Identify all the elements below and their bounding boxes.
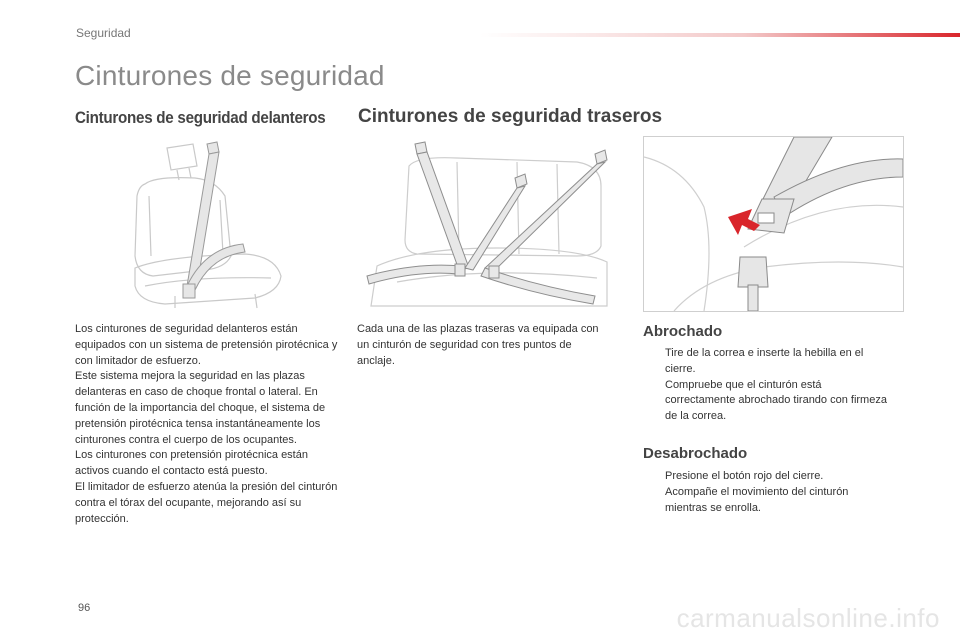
- page-number: 96: [78, 602, 91, 614]
- desabrochado-list: [643, 469, 893, 516]
- desabrochado-heading: Desabrochado: [643, 445, 748, 462]
- front-paragraph-1: Los cinturones de seguridad delanteros están equipados con un sistema de pretensión pirotécnica y con limitador de esfuerzo.: [75, 323, 338, 367]
- front-belts-heading: Cinturones de seguridad delanteros: [75, 109, 326, 127]
- front-paragraph-4: El limitador de esfuerzo atenúa la presión del cinturón contra el tórax del ocupante, mejorando así su protección.: [75, 480, 338, 525]
- rear-belts-text: Cada una de las plazas traseras va equipada con un cinturón de seguridad con tres puntos de anclaje.: [357, 323, 599, 367]
- rear-seat-illustration: [357, 136, 613, 310]
- front-belts-text: [75, 322, 340, 527]
- watermark: carmanualsonline.info: [676, 603, 940, 633]
- rear-seat-drawing: [357, 136, 613, 310]
- list-item: Acompañe el movimiento del cinturón mientras se enrolla.: [665, 485, 849, 514]
- abrochado-list: [643, 346, 893, 425]
- header-accent-rule: [480, 32, 960, 38]
- list-item: Tire de la correa e inserte la hebilla en el cierre.: [665, 347, 864, 375]
- page-title: Cinturones de seguridad: [75, 60, 385, 91]
- front-paragraph-3: Los cinturones con pretensión pirotécnica están activos cuando el contacto está puesto.: [75, 449, 308, 478]
- list-item: Presione el botón rojo del cierre.: [665, 470, 824, 482]
- buckle-drawing: [644, 137, 903, 311]
- section-label: Seguridad: [76, 26, 131, 40]
- front-seat-drawing: [75, 136, 336, 310]
- front-paragraph-2: Este sistema mejora la seguridad en las plazas delanteras en caso de choque frontal o lateral. En función de la importancia del choque, el sistema de pretensión pirotécnica tensa instantáneamente los cinturones contra el cuerpo de los ocupantes.: [75, 370, 326, 446]
- front-seat-illustration: [75, 136, 336, 310]
- abrochado-heading: Abrochado: [643, 323, 723, 340]
- list-item: Compruebe que el cinturón está correctamente abrochado tirando con firmeza de la correa.: [665, 378, 887, 423]
- buckle-illustration: [643, 136, 904, 312]
- rear-belts-heading: Cinturones de seguridad traseros: [358, 106, 663, 127]
